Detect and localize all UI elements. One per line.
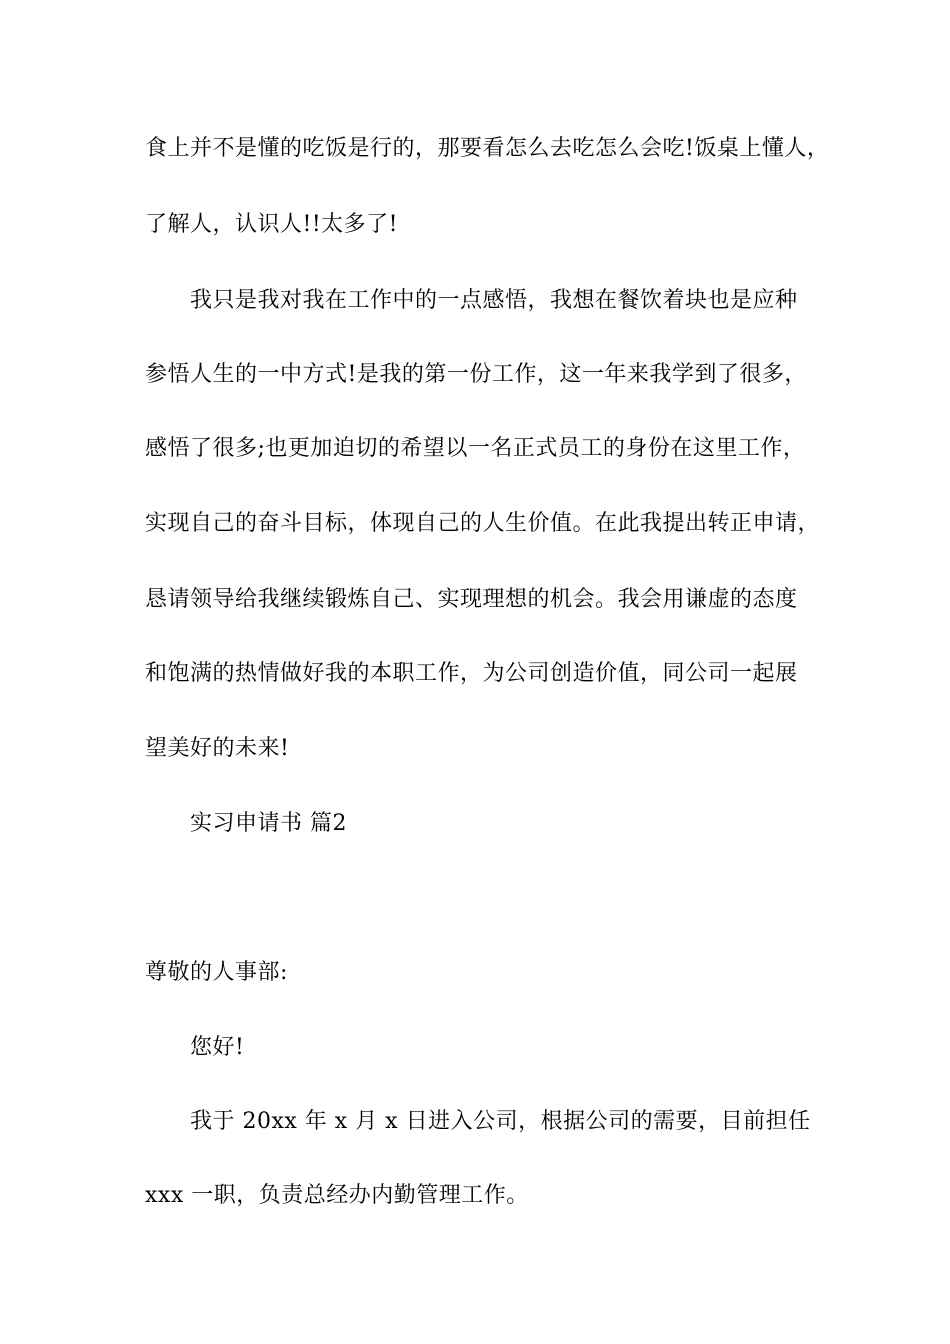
greeting: 您好! — [190, 1035, 245, 1060]
paragraph-line: 我只是我对我在工作中的一点感悟，我想在餐饮着块也是应种 — [190, 288, 798, 313]
paragraph-line: 实现自己的奋斗目标，体现自己的人生价值。在此我提出转正申请， — [145, 511, 821, 536]
paragraph-line: 参悟人生的一中方式!是我的第一份工作，这一年来我学到了很多， — [145, 362, 807, 387]
paragraph-line: 恳请领导给我继续锻炼自己、实现理想的机会。我会用谦虚的态度 — [145, 587, 798, 612]
paragraph-line: 感悟了很多;也更加迫切的希望以一名正式员工的身份在这里工作， — [145, 436, 806, 461]
paragraph-line: xxx 一职，负责总经办内勤管理工作。 — [145, 1183, 529, 1208]
paragraph-line: 我于 20xx 年 x 月 x 日进入公司，根据公司的需要，目前担任 — [190, 1109, 811, 1134]
paragraph-line: 望美好的未来! — [145, 736, 290, 761]
paragraph-line: 和饱满的热情做好我的本职工作，为公司创造价值，同公司一起展 — [145, 661, 798, 686]
section-heading: 实习申请书 篇2 — [190, 811, 347, 836]
paragraph-line: 食上并不是懂的吃饭是行的，那要看怎么去吃怎么会吃!饭桌上懂人， — [145, 136, 830, 161]
salutation: 尊敬的人事部: — [145, 960, 288, 985]
paragraph-line: 了解人，认识人!!太多了! — [145, 212, 399, 237]
